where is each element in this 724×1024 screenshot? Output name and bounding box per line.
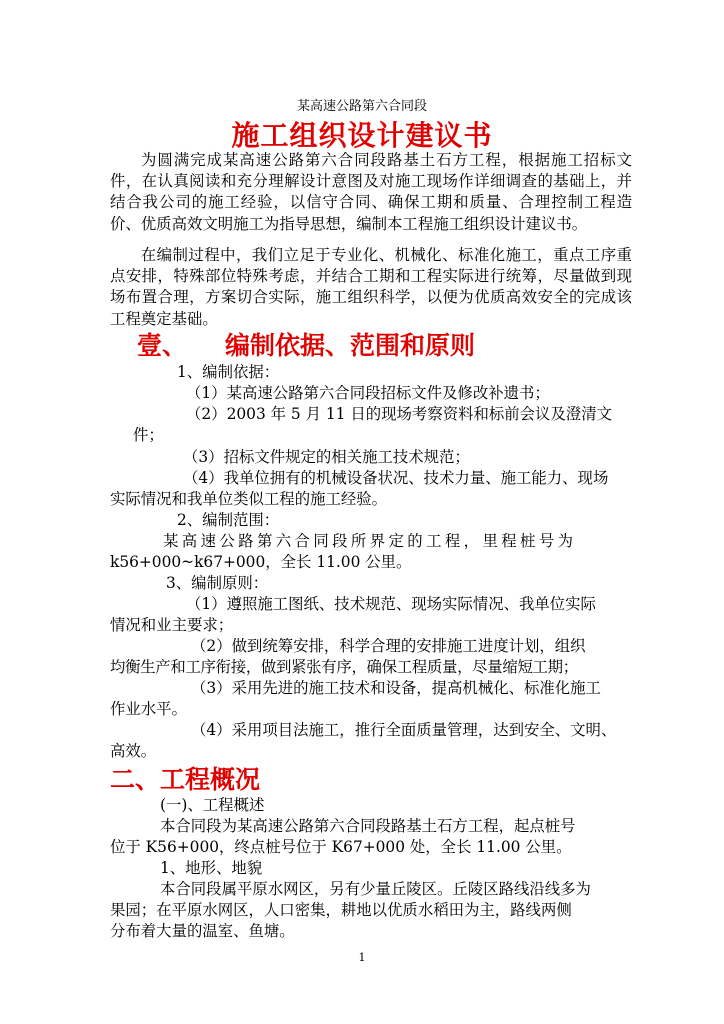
- basis-heading: 1、编制依据：: [177, 363, 280, 381]
- terrain-line-1: 本合同段属平原水网区，另有少量丘陵区。丘陵区路线沿线多为: [160, 880, 591, 898]
- scope-heading: 2、编制范围：: [177, 511, 280, 529]
- basis-item-1: （1）某高速公路第六合同段招标文件及修改补遗书；: [186, 384, 550, 402]
- document-subtitle: 某高速公路第六合同段: [296, 99, 427, 114]
- principle-item-1-line-1: （1）遵照施工图纸、技术规范、现场实际情况、我单位实际: [186, 595, 596, 613]
- basis-item-4-line-2: 实际情况和我单位类似工程的施工经验。: [110, 490, 388, 508]
- principle-item-2-line-2: 均衡生产和工序衔接，做到紧张有序，确保工程质量，尽量缩短工期；: [110, 658, 578, 676]
- intro-paragraph-1: 为圆满完成某高速公路第六合同段路基土石方工程，根据施工招标文件，在认真阅读和充分理解设计意图及对施工现场作详细调查的基础上，并结合我公司的施工经验，以信守合同、确保工期和质量、合理控制工程造价、优质高效文明施工为指导思想，编制本工程施工组织设计建议书。: [110, 151, 632, 233]
- basis-item-3: （3）招标文件规定的相关施工技术规范；: [183, 448, 470, 466]
- overview-heading: (一)、工程概述: [160, 796, 265, 814]
- terrain-heading: 1、地形、地貌: [160, 859, 263, 877]
- overview-line-1: 本合同段为某高速公路第六合同段路基土石方工程，起点桩号: [160, 817, 576, 835]
- basis-item-2-line-2: 件；: [133, 426, 164, 444]
- intro-paragraph-2: 在编制过程中，我们立足于专业化、机械化、标准化施工，重点工序重点安排，特殊部位特殊考虑，并结合工期和工程实际进行统筹，尽量做到现场布置合理，方案切合实际，施工组织科学，以便为优质高效安全的完成该工程奠定基础。: [110, 246, 632, 328]
- overview-line-2: 位于 K56+000，终点桩号位于 K67+000 处，全长 11.00 公里。: [110, 838, 572, 856]
- principle-item-2-line-1: （2）做到统筹安排，科学合理的安排施工进度计划，组织: [191, 637, 586, 655]
- basis-item-2-line-1: （2）2003 年 5 月 11 日的现场考察资料和标前会议及澄清文: [186, 405, 613, 423]
- principle-item-4-line-2: 高效。: [110, 742, 157, 760]
- document-title: 施工组织设计建议书: [231, 119, 493, 152]
- principle-heading: 3、编制原则：: [166, 574, 269, 592]
- terrain-line-2: 果园；在平原水网区，人口密集，耕地以优质水稻田为主，路线两侧: [110, 901, 572, 919]
- basis-item-4-line-1: （4）我单位拥有的机械设备状况、技术力量、施工能力、现场: [183, 469, 609, 487]
- principle-item-3-line-1: （3）采用先进的施工技术和设备，提高机械化、标准化施工: [191, 679, 601, 697]
- principle-item-3-line-2: 作业水平。: [110, 700, 187, 718]
- section-1-number: 壹、: [137, 331, 188, 360]
- section-1-heading: [137, 326, 475, 362]
- page-number: 1: [358, 951, 366, 964]
- section-2-heading: 二、工程概况: [110, 765, 261, 794]
- principle-item-1-line-2: 情况和业主要求；: [110, 616, 234, 634]
- scope-line-1: 某高速公路第六合同段所界定的工程，里程桩号为: [163, 532, 577, 550]
- section-1-title: 编制依据、范围和原则: [225, 331, 476, 360]
- scope-line-2: k56+000~k67+000，全长 11.00 公里。: [110, 553, 412, 571]
- terrain-line-3: 分布着大量的温室、鱼塘。: [110, 922, 295, 940]
- principle-item-4-line-1: （4）采用项目法施工，推行全面质量管理，达到安全、文明、: [191, 721, 617, 739]
